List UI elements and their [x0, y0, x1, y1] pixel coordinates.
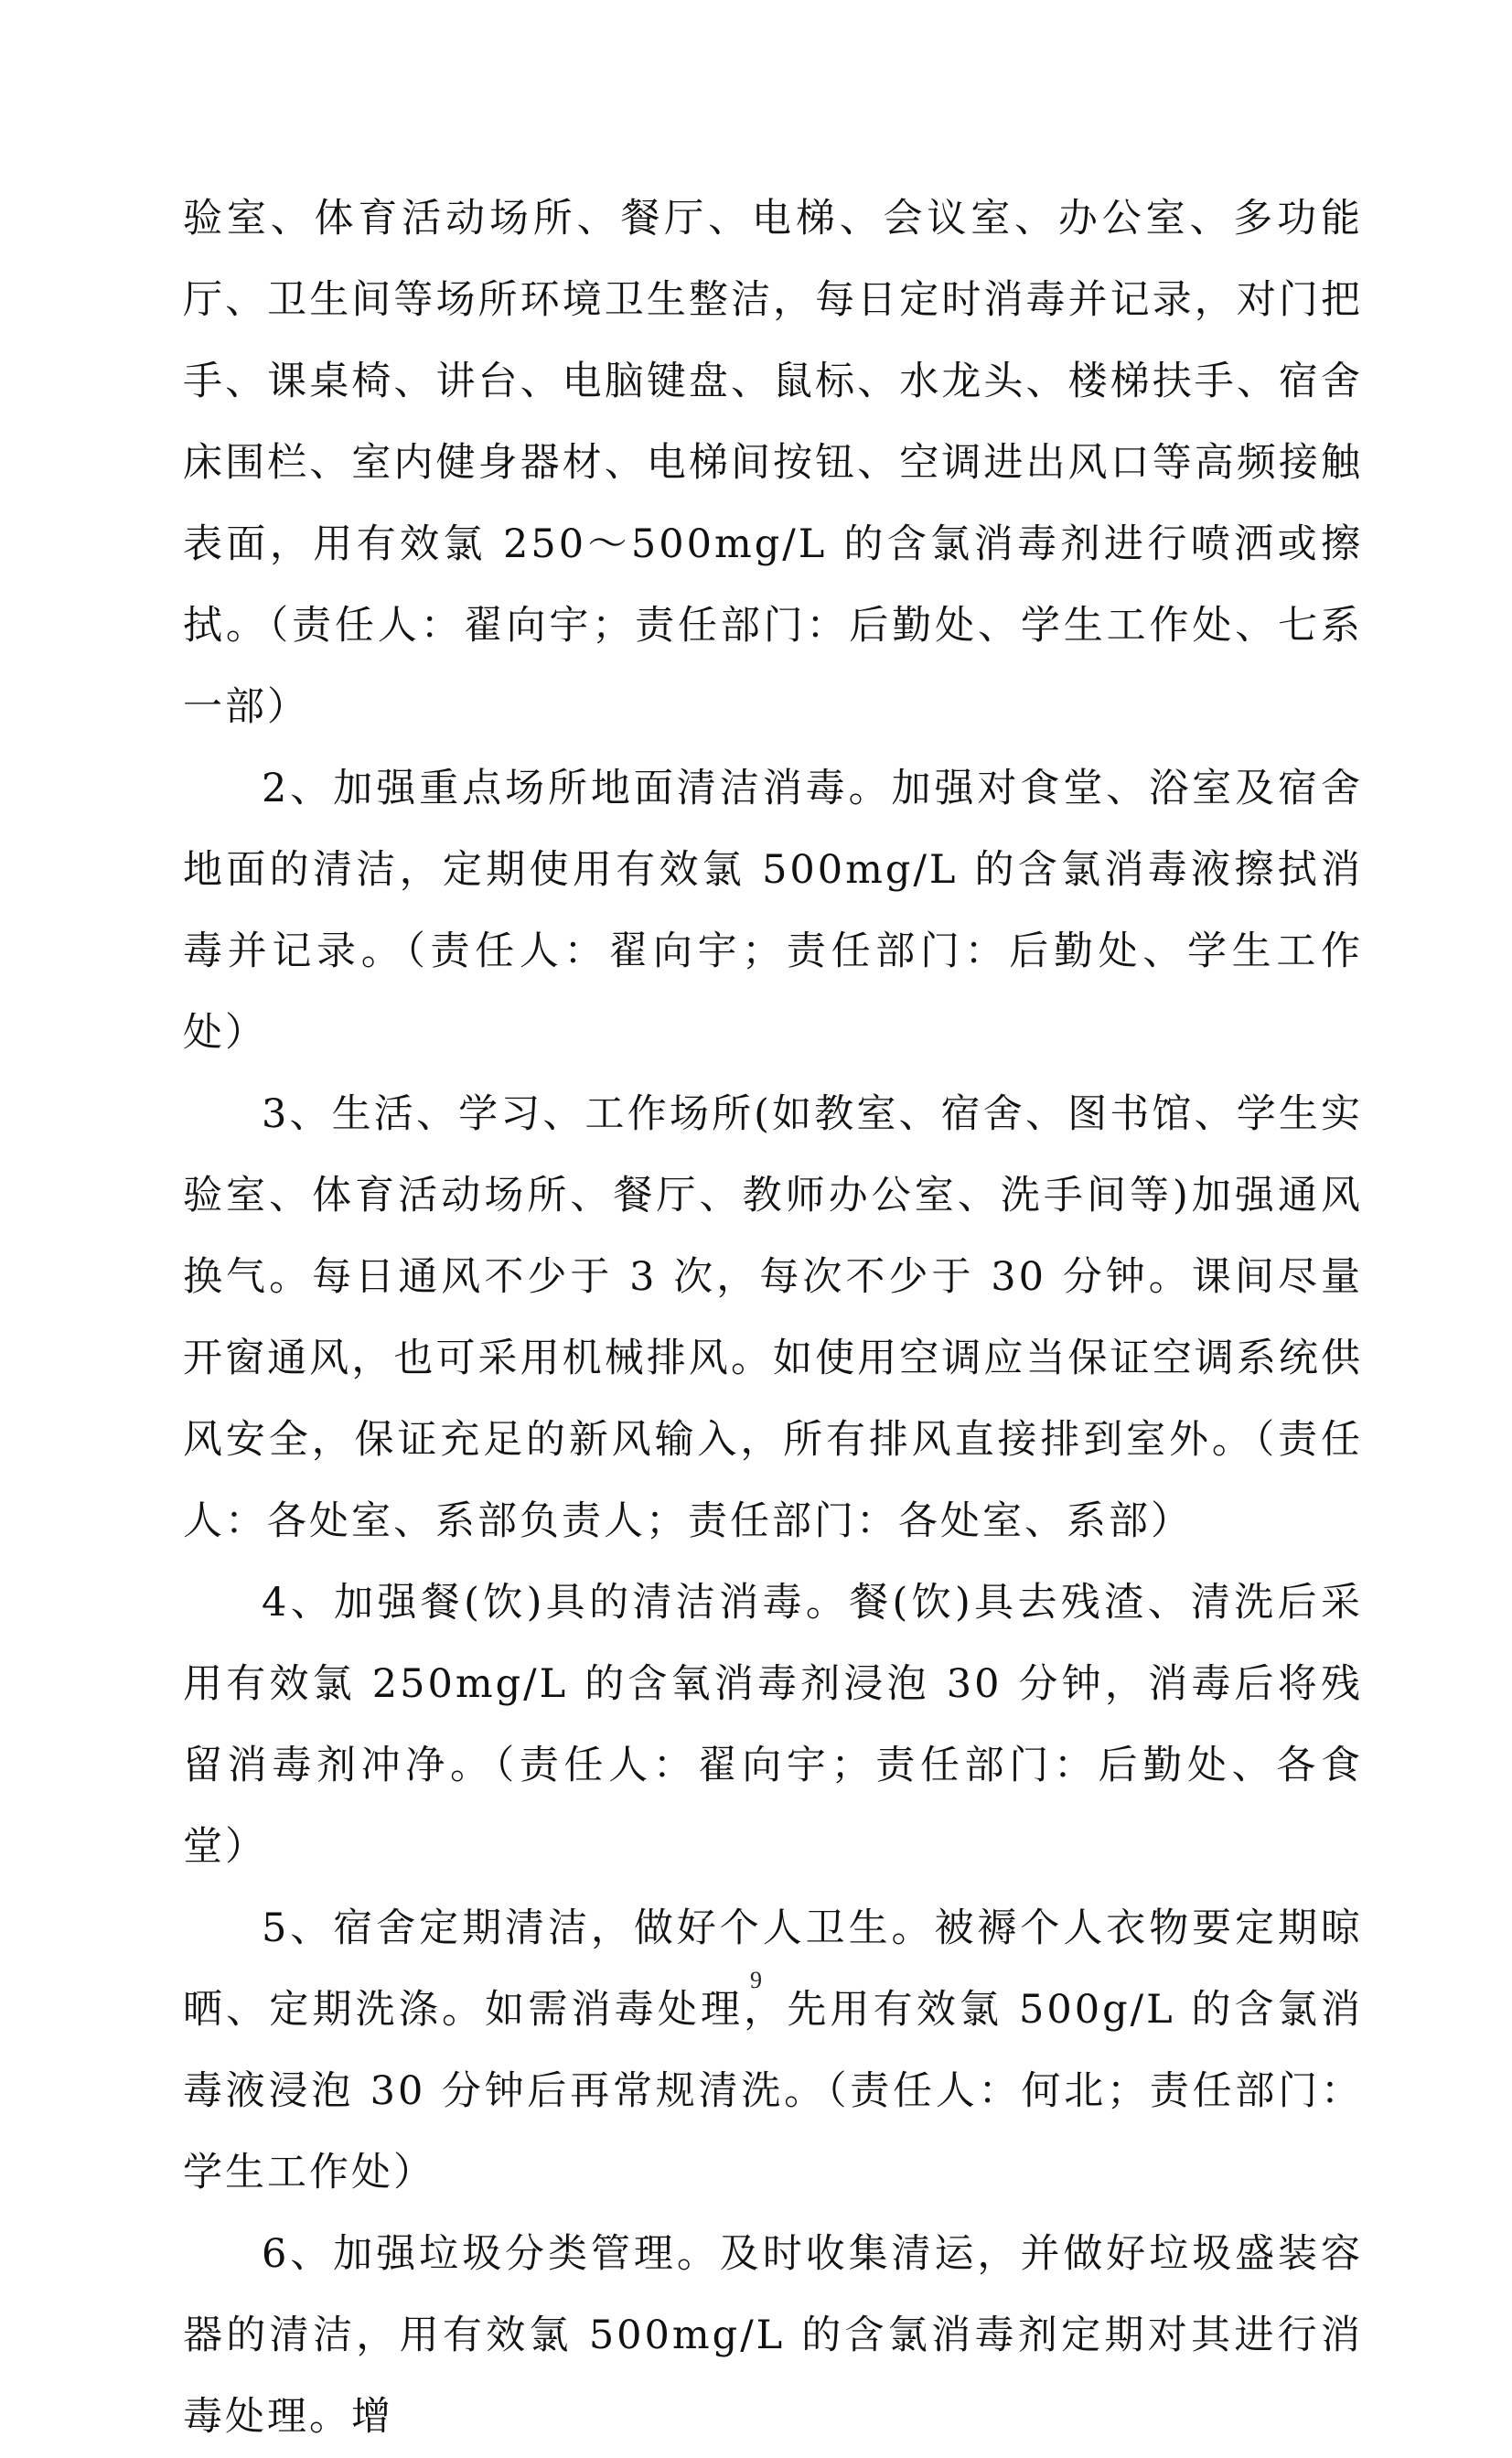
- document-body: [183, 178, 1363, 2458]
- paragraph-continuation: 验室、体育活动场所、餐厅、电梯、会议室、办公室、多功能厅、卫生间等场所环境卫生整洁，每日定时消毒并记录，对门把手、课桌椅、讲台、电脑键盘、鼠标、水龙头、楼梯扶手、宿舍床围栏、室内健身器材、电梯间按钮、空调进出风口等高频接触表面，用有效氯 250～500mg/L 的含氯消毒剂进行喷洒或擦拭。（责任人：翟向宇；责任部门：后勤处、学生工作处、七系一部）: [183, 196, 1363, 730]
- paragraph-item-6: 6、加强垃圾分类管理。及时收集清运，并做好垃圾盛装容器的清洁，用有效氯 500mg/L 的含氯消毒剂定期对其进行消毒处理。增: [183, 2231, 1363, 2440]
- paragraph-item-2: 2、加强重点场所地面清洁消毒。加强对食堂、浴室及宿舍地面的清洁，定期使用有效氯 500mg/L 的含氯消毒液擦拭消毒并记录。（责任人：翟向宇；责任部门：后勤处、学生工作处）: [183, 766, 1363, 1056]
- page-number: 9: [750, 1967, 762, 1993]
- paragraph-item-4: 4、加强餐(饮)具的清洁消毒。餐(饮)具去残渣、清洗后采用有效氯 250mg/L 的含氧消毒剂浸泡 30 分钟，消毒后将残留消毒剂冲净。（责任人：翟向宇；责任部门：后勤处、各食堂）: [183, 1580, 1363, 1870]
- paragraph-item-3: 3、生活、学习、工作场所(如教室、宿舍、图书馆、学生实验室、体育活动场所、餐厅、教师办公室、洗手间等)加强通风换气。每日通风不少于 3 次，每次不少于 30 分钟。课间尽量开窗通风，也可采用机械排风。如使用空调应当保证空调系统供风安全，保证充足的新风输入，所有排风直接排到室外。（责任人：各处室、系部负责人；责任部门：各处室、系部）: [183, 1091, 1363, 1544]
- paragraph-item-5: 5、宿舍定期清洁，做好个人卫生。被褥个人衣物要定期晾晒、定期洗涤。如需消毒处理，先用有效氯 500g/L 的含氯消毒液浸泡 30 分钟后再常规清洗。（责任人：何北；责任部门：学生工作处）: [183, 1905, 1363, 2195]
